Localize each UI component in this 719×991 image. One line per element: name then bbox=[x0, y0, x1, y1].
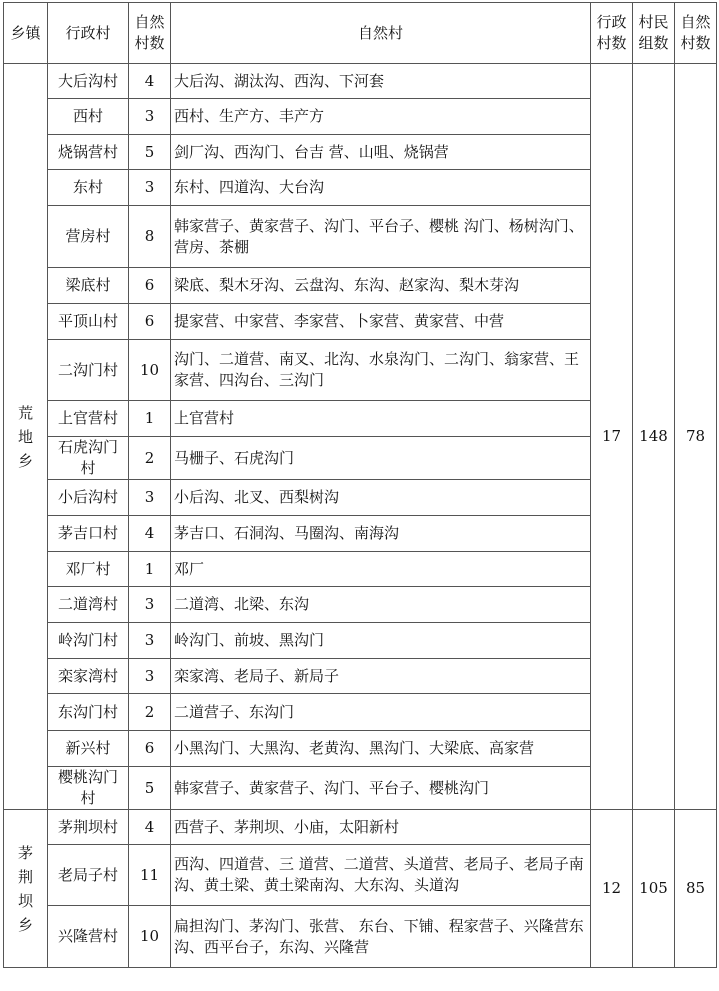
header-town: 乡镇 bbox=[4, 3, 48, 64]
town-name bbox=[4, 64, 48, 810]
natural-village-list: 韩家营子、黄家营子、沟门、平台子、樱桃沟门 bbox=[171, 767, 591, 810]
natural-village-list: 岭沟门、前坡、黑沟门 bbox=[171, 623, 591, 659]
natural-village-list: 沟门、二道营、南叉、北沟、水泉沟门、二沟门、翁家营、王家营、四沟台、三沟门 bbox=[171, 340, 591, 401]
admin-village-name: 栾家湾村 bbox=[48, 659, 129, 694]
admin-village-name: 石虎沟门村 bbox=[48, 437, 129, 480]
natural-village-list: 大后沟、湖汰沟、西沟、下河套 bbox=[171, 64, 591, 99]
admin-village-name: 小后沟村 bbox=[48, 480, 129, 516]
admin-village-total: 12 bbox=[591, 810, 633, 968]
natural-village-count: 10 bbox=[129, 906, 171, 968]
table-row bbox=[4, 810, 717, 845]
villager-group-total: 105 bbox=[633, 810, 675, 968]
admin-village-name: 兴隆营村 bbox=[48, 906, 129, 968]
town-char: 乡 bbox=[17, 915, 33, 934]
natural-village-count: 3 bbox=[129, 587, 171, 623]
natural-village-list: 邓厂 bbox=[171, 552, 591, 587]
town-char: 地 bbox=[17, 427, 33, 446]
natural-village-count: 6 bbox=[129, 268, 171, 304]
admin-village-total: 17 bbox=[591, 64, 633, 810]
admin-village-name: 二道湾村 bbox=[48, 587, 129, 623]
header-natural-count: 自然村数 bbox=[129, 3, 171, 64]
town-char: 荆 bbox=[17, 867, 33, 886]
town-char: 坝 bbox=[17, 891, 33, 910]
natural-village-count: 3 bbox=[129, 170, 171, 206]
natural-village-count: 2 bbox=[129, 694, 171, 731]
natural-village-count: 1 bbox=[129, 552, 171, 587]
natural-village-list: 韩家营子、黄家营子、沟门、平台子、樱桃 沟门、杨树沟门、营房、茶棚 bbox=[171, 206, 591, 268]
natural-village-total: 78 bbox=[675, 64, 717, 810]
natural-village-list: 西沟、四道营、三 道营、二道营、头道营、老局子、老局子南沟、黄土梁、黄土梁南沟、大东沟、头道沟 bbox=[171, 845, 591, 906]
admin-village-name: 新兴村 bbox=[48, 731, 129, 767]
natural-village-list: 二道湾、北梁、东沟 bbox=[171, 587, 591, 623]
natural-village-count: 4 bbox=[129, 516, 171, 552]
natural-village-count: 4 bbox=[129, 64, 171, 99]
natural-village-list: 栾家湾、老局子、新局子 bbox=[171, 659, 591, 694]
town-name bbox=[4, 810, 48, 968]
natural-village-count: 11 bbox=[129, 845, 171, 906]
natural-village-count: 10 bbox=[129, 340, 171, 401]
natural-village-count: 5 bbox=[129, 135, 171, 170]
town-char: 乡 bbox=[17, 451, 33, 470]
header-natural-villages: 自然村 bbox=[171, 3, 591, 64]
admin-village-name: 樱桃沟门村 bbox=[48, 767, 129, 810]
village-table bbox=[3, 2, 717, 968]
natural-village-count: 1 bbox=[129, 401, 171, 437]
natural-village-list: 小黑沟门、大黑沟、老黄沟、黑沟门、大梁底、高家营 bbox=[171, 731, 591, 767]
admin-village-name: 大后沟村 bbox=[48, 64, 129, 99]
table-body bbox=[4, 64, 717, 968]
natural-village-count: 3 bbox=[129, 480, 171, 516]
admin-village-name: 邓厂村 bbox=[48, 552, 129, 587]
natural-village-count: 4 bbox=[129, 810, 171, 845]
natural-village-count: 5 bbox=[129, 767, 171, 810]
natural-village-list: 西营子、茅荆坝、小庙，太阳新村 bbox=[171, 810, 591, 845]
town-char: 茅 bbox=[17, 843, 33, 862]
villager-group-total: 148 bbox=[633, 64, 675, 810]
table-row bbox=[4, 64, 717, 99]
natural-village-list: 剑厂沟、西沟门、台吉 营、山咀、烧锅营 bbox=[171, 135, 591, 170]
town-char: 荒 bbox=[17, 403, 33, 422]
header-group-count: 村民组数 bbox=[633, 3, 675, 64]
admin-village-name: 烧锅营村 bbox=[48, 135, 129, 170]
admin-village-name: 平顶山村 bbox=[48, 304, 129, 340]
natural-village-list: 西村、生产方、丰产方 bbox=[171, 99, 591, 135]
natural-village-list: 提家营、中家营、李家营、卜家营、黄家营、中营 bbox=[171, 304, 591, 340]
header-natural-total: 自然村数 bbox=[675, 3, 717, 64]
natural-village-list: 茅吉口、石洞沟、马圈沟、南海沟 bbox=[171, 516, 591, 552]
natural-village-list: 梁底、梨木牙沟、云盘沟、东沟、赵家沟、梨木芽沟 bbox=[171, 268, 591, 304]
header-admin-village: 行政村 bbox=[48, 3, 129, 64]
natural-village-count: 3 bbox=[129, 659, 171, 694]
admin-village-name: 岭沟门村 bbox=[48, 623, 129, 659]
natural-village-list: 马栅子、石虎沟门 bbox=[171, 437, 591, 480]
natural-village-count: 3 bbox=[129, 99, 171, 135]
natural-village-list: 二道营子、东沟门 bbox=[171, 694, 591, 731]
header-row bbox=[4, 3, 717, 64]
admin-village-name: 茅荆坝村 bbox=[48, 810, 129, 845]
admin-village-name: 西村 bbox=[48, 99, 129, 135]
natural-village-list: 上官营村 bbox=[171, 401, 591, 437]
header-admin-count: 行政村数 bbox=[591, 3, 633, 64]
admin-village-name: 东村 bbox=[48, 170, 129, 206]
natural-village-count: 2 bbox=[129, 437, 171, 480]
admin-village-name: 二沟门村 bbox=[48, 340, 129, 401]
admin-village-name: 茅吉口村 bbox=[48, 516, 129, 552]
natural-village-count: 6 bbox=[129, 304, 171, 340]
natural-village-list: 扁担沟门、茅沟门、张营、 东台、下铺、程家营子、兴隆营东沟、西平台子，东沟、兴隆营 bbox=[171, 906, 591, 968]
natural-village-count: 8 bbox=[129, 206, 171, 268]
admin-village-name: 营房村 bbox=[48, 206, 129, 268]
admin-village-name: 东沟门村 bbox=[48, 694, 129, 731]
natural-village-list: 小后沟、北叉、西梨树沟 bbox=[171, 480, 591, 516]
natural-village-list: 东村、四道沟、大台沟 bbox=[171, 170, 591, 206]
natural-village-total: 85 bbox=[675, 810, 717, 968]
admin-village-name: 上官营村 bbox=[48, 401, 129, 437]
natural-village-count: 3 bbox=[129, 623, 171, 659]
admin-village-name: 老局子村 bbox=[48, 845, 129, 906]
natural-village-count: 6 bbox=[129, 731, 171, 767]
admin-village-name: 梁底村 bbox=[48, 268, 129, 304]
